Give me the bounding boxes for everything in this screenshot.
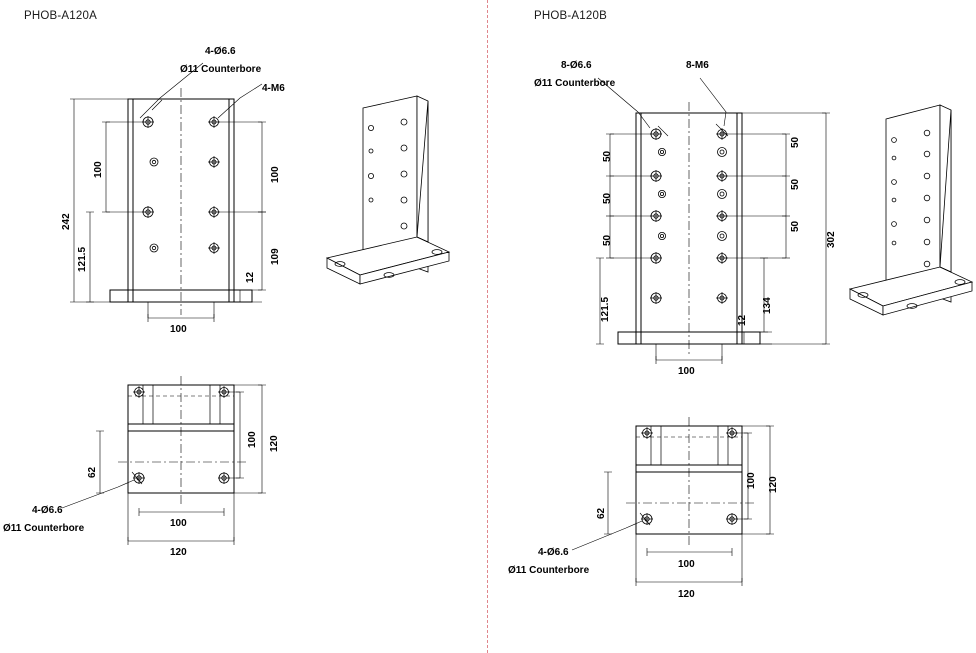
note-tapped-front-a: 4-M6 [262,83,285,94]
dim-front-pitch-50-l1-b: 50 [602,150,613,162]
dim-front-pitch-50-r1-b: 50 [790,136,801,148]
dim-top-100-vert-b: 100 [746,472,757,489]
part-title-a: PHOB-A120A [24,10,97,22]
note-counterbore-front-b: Ø11 Counterbore [534,78,616,89]
dim-front-width-100-a: 100 [170,324,187,335]
dim-front-109-a: 109 [270,248,281,265]
dim-front-pitch-100-right-a: 100 [270,166,281,183]
dim-front-pitch-50-r3-b: 50 [790,220,801,232]
dim-top-120-horiz-b: 120 [678,589,695,600]
dim-top-62-b: 62 [596,507,607,519]
note-counterbore-front-a: Ø11 Counterbore [180,64,262,75]
note-counterbore-qty-top-a: 4-Ø6.6 [32,505,63,516]
dim-front-pitch-50-l2-b: 50 [602,192,613,204]
dim-front-overall-height-a: 242 [61,213,72,230]
note-counterbore-top-a: Ø11 Counterbore [3,523,85,534]
dim-top-100-horiz-a: 100 [170,518,187,529]
dim-front-overall-height-b: 302 [826,231,837,248]
dim-top-120-vert-b: 120 [768,476,779,493]
dim-top-120-vert-a: 120 [269,435,280,452]
dim-front-121-5-a: 121.5 [77,246,88,272]
part-title-b: PHOB-A120B [534,10,607,22]
dim-front-pitch-100-upper-a: 100 [93,161,104,178]
dim-top-120-horiz-a: 120 [170,547,187,558]
drawing-panel-b [488,0,976,653]
dim-front-base-thickness-a: 12 [245,271,256,283]
dim-front-121-5-b: 121.5 [600,296,611,322]
dim-front-base-thickness-b: 12 [737,314,748,326]
dim-top-62-a: 62 [87,466,98,478]
dim-front-134-b: 134 [762,297,773,314]
dim-front-width-100-b: 100 [678,366,695,377]
dim-top-100-horiz-b: 100 [678,559,695,570]
dim-top-100-vert-a: 100 [247,431,258,448]
note-counterbore-qty-front-b: 8-Ø6.6 [561,60,592,71]
note-counterbore-qty-top-b: 4-Ø6.6 [538,547,569,558]
note-counterbore-qty-front-a: 4-Ø6.6 [205,46,236,57]
note-tapped-front-b: 8-M6 [686,60,709,71]
dim-front-pitch-50-r2-b: 50 [790,178,801,190]
dim-front-pitch-50-l3-b: 50 [602,234,613,246]
note-counterbore-top-b: Ø11 Counterbore [508,565,590,576]
